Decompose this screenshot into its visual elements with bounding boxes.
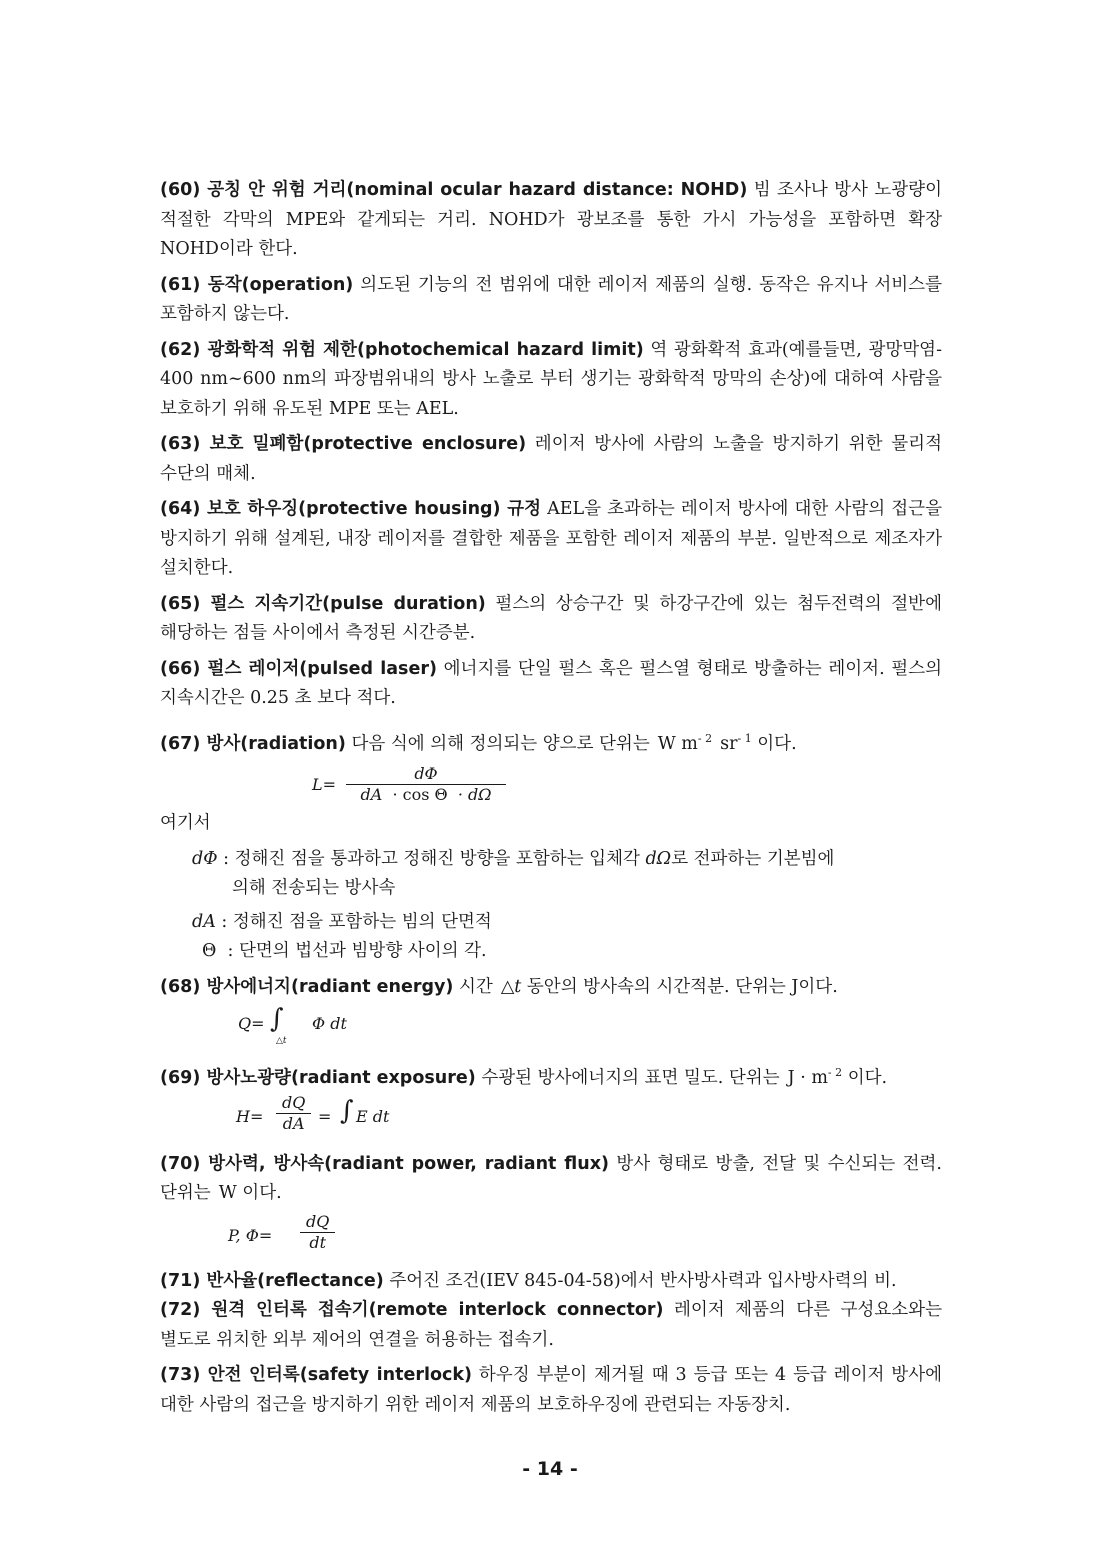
term-title: (72) 원격 인터록 접속기(remote interlock connector) (160, 1300, 664, 1320)
definition-text: 주어진 조건(IEV 845-04-58)에서 반사방사력과 입사방사력의 비. (389, 1270, 897, 1291)
equation-radiance (160, 765, 942, 809)
definition-da (192, 908, 942, 938)
definition-text: 다음 식에 의해 정의되는 양으로 단위는 (351, 733, 650, 754)
sentence-end: 이다. (242, 1183, 282, 1203)
unit-w-m: W m (657, 733, 698, 754)
definition-text: 동안의 방사속의 시간적분. 단위는 J이다. (526, 976, 838, 997)
fraction-numerator: dQ (300, 1213, 335, 1233)
equation-fraction (276, 1094, 311, 1133)
definition-theta (202, 937, 942, 967)
definition-text: 레이저 방사에 사람의 노출을 방지하기 위한 물리적 수단의 매체. (160, 434, 942, 484)
equation-lhs: H= (236, 1106, 264, 1126)
equation-fraction (300, 1213, 335, 1252)
equation-fraction (346, 765, 506, 804)
term-title: (63) 보호 밀폐함(protective enclosure) (160, 434, 527, 454)
definition-text: 하우징 부분이 제거될 때 3 등급 또는 4 등급 레이저 방사에 대한 사람의 접근을 방지하기 위한 레이저 제품의 보호하우징에 관련되는 자동장치. (160, 1365, 942, 1415)
entry-65 (160, 590, 942, 649)
equation-rhs: E dt (356, 1106, 390, 1126)
unit-exponent: - 1 (737, 731, 752, 745)
equation-lhs: Q= (238, 1014, 265, 1033)
definition-text: 의도된 기능의 전 범위에 대한 레이저 제품의 실행. 동작은 유지나 서비스를 포함하지 않는다. (160, 274, 942, 324)
delta-symbol: △ (500, 976, 515, 997)
fraction-denominator: dt (309, 1232, 327, 1252)
definition-text: 빔 조사나 방사 노광량이 적절한 각막의 MPE와 같게되는 거리. NOHD가 광보조를 통한 가시 가능성을 포함하면 확장 NOHD이라 한다. (160, 180, 942, 259)
equation-lhs: P, Φ= (228, 1225, 273, 1245)
definition-text: 레이저 제품의 다른 구성요소와는 별도로 위치한 외부 제어의 연결을 허용하는 접속기. (160, 1300, 942, 1350)
term-title: (60) 공칭 안 위험 거리(nominal ocular hazard distance: NOHD) (160, 180, 748, 200)
symbol-da: dA (192, 911, 216, 932)
equation-lhs: L= (312, 775, 337, 794)
fraction-numerator: dΦ (346, 765, 506, 785)
definition-text: : 정해진 점을 포함하는 빔의 단면적 (221, 911, 492, 932)
equation-rhs: Φ dt (312, 1014, 347, 1033)
where-label: 여기서 (160, 813, 211, 833)
symbol-domega: dΩ (645, 848, 672, 869)
unit-j-m: J · m (787, 1068, 828, 1088)
entry-63 (160, 430, 942, 489)
integral-sign: ∫ (340, 1095, 354, 1126)
symbol-dphi: dΦ (192, 848, 218, 869)
entry-70 (160, 1150, 942, 1209)
definition-text: : 정해진 점을 통과하고 정해진 방향을 포함하는 입체각 (223, 848, 640, 869)
sentence-end: 이다. (847, 1068, 888, 1088)
definition-text: 펄스의 상승구간 및 하강구간에 있는 첨두전력의 절반에 해당하는 점들 사이에서 측정된 시간증분. (160, 593, 942, 643)
document-body (160, 176, 942, 1420)
equation-radiant-exposure (160, 1094, 942, 1144)
definition-text: AEL을 초과하는 레이저 방사에 대한 사람의 접근을 방지하기 위해 설계된, 내장 레이저를 결합한 제품을 포함한 레이저 제품의 부분. 일반적으로 제조자가 설치한다. (160, 499, 942, 578)
term-title: (69) 방사노광량(radiant exposure) (160, 1068, 476, 1088)
time-symbol: t (514, 976, 522, 997)
unit-exponent: - 2 (827, 1066, 843, 1079)
page-number: - 14 - (522, 1458, 578, 1480)
term-title: (61) 동작(operation) (160, 274, 354, 295)
entry-72 (160, 1296, 942, 1355)
entry-67 (160, 724, 942, 760)
unit-exponent: - 2 (697, 731, 713, 745)
definition-text: 역 광화확적 효과(예를들면, 광망막염- 400 nm~600 nm의 파장범위내의 방사 노출로 부터 생기는 광화학적 망막의 손상)에 대하여 사람을 보호하기 위해 유도된 MPE 또는 AEL. (160, 339, 942, 419)
den-term: · dΩ (457, 785, 492, 804)
den-term: · cos Θ (392, 785, 448, 804)
term-title: (73) 안전 인터록(safety interlock) (160, 1365, 472, 1385)
term-title: (66) 펄스 레이저(pulsed laser) (160, 658, 437, 679)
equation-radiant-energy (160, 1002, 942, 1052)
definition-text: : 단면의 법선과 빔방향 사이의 각. (227, 941, 487, 961)
term-title: (70) 방사력, 방사속(radiant power, radiant flux) (160, 1153, 609, 1174)
entry-61 (160, 271, 942, 330)
term-title: (62) 광화학적 위험 제한(photochemical hazard limit) (160, 339, 644, 360)
entry-69 (160, 1058, 942, 1094)
equation-radiant-power (160, 1213, 942, 1267)
entry-62 (160, 336, 942, 425)
den-term: dA (360, 785, 383, 804)
entry-60 (160, 176, 942, 265)
fraction-denominator (346, 785, 506, 804)
equals-sign: = (318, 1106, 332, 1126)
integral-subscript: △t (276, 1036, 287, 1046)
unit-w: W (218, 1183, 237, 1203)
term-title: (71) 반사율(reflectance) (160, 1270, 384, 1291)
definition-dphi-cont: 의해 전송되는 방사속 (232, 878, 396, 898)
entry-73 (160, 1361, 942, 1420)
unit-sr: sr (720, 733, 738, 754)
term-title: (64) 보호 하우징(protective housing) 규정 (160, 499, 541, 519)
definition-dphi (192, 845, 942, 875)
definition-text: 시간 (459, 976, 493, 997)
definition-text: 수광된 방사에너지의 표면 밀도. 단위는 (481, 1068, 780, 1088)
entry-64 (160, 495, 942, 584)
entry-66 (160, 655, 942, 714)
definition-text: 방사 형태로 방출, 전달 및 수신되는 전력. 단위는 (160, 1153, 942, 1203)
fraction-numerator: dQ (276, 1094, 311, 1114)
entry-71 (160, 1267, 942, 1297)
integral-sign: ∫ (270, 1004, 284, 1034)
sentence-end: 이다. (757, 733, 797, 754)
definition-text: 에너지를 단일 펄스 혹은 펄스열 형태로 방출하는 레이저. 펄스의 지속시간은 0.25 초 보다 적다. (160, 658, 943, 708)
fraction-denominator: dA (282, 1113, 305, 1133)
definition-text: 로 전파하는 기본빔에 (671, 848, 835, 869)
term-title: (67) 방사(radiation) (160, 733, 346, 754)
term-title: (68) 방사에너지(radiant energy) (160, 976, 454, 997)
term-title: (65) 펄스 지속기간(pulse duration) (160, 593, 486, 614)
entry-68 (160, 973, 942, 1003)
symbol-theta: Θ (202, 941, 217, 961)
